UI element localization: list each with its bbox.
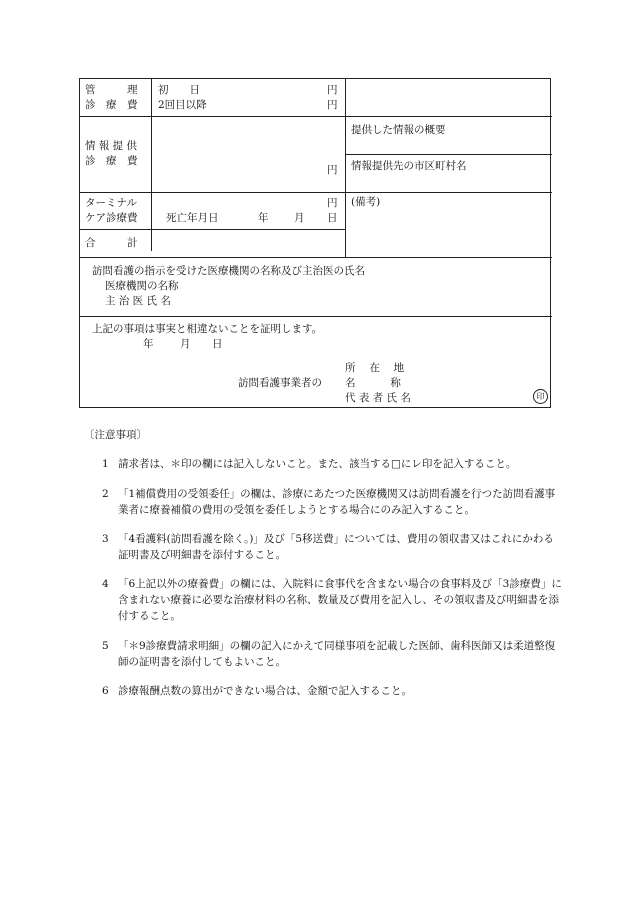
terminal-unit: 円: [327, 197, 338, 209]
note-number: 3: [102, 533, 109, 545]
kanri-unit-2: 円: [327, 99, 338, 111]
note-number: 5: [102, 640, 109, 652]
row-divider: [80, 257, 552, 258]
remarks-label: (備考): [351, 196, 381, 208]
row-divider: [80, 229, 345, 230]
note-number: 6: [102, 685, 109, 697]
cert-day: 日: [212, 338, 223, 350]
representative-name-label: 代 表 者 氏 名: [345, 392, 411, 404]
kanri-label-1: 管 理: [85, 84, 138, 96]
info-summary-label: 提供した情報の概要: [351, 124, 446, 136]
right-column-divider: [345, 79, 346, 257]
terminal-label-1: ターミナル: [85, 197, 137, 209]
terminal-label-2: ケア診療費: [85, 212, 138, 224]
certification-text: 上記の事項は事実と相違ないことを証明します。: [92, 323, 323, 335]
seal-mark: 印: [533, 389, 548, 404]
cert-year: 年: [143, 338, 154, 350]
kanri-unit-1: 円: [327, 84, 338, 96]
joho-label-2: 診 療 費: [85, 155, 138, 167]
note-text: 「1補償費用の受領委任」の欄は、診療にあたつた医療機関又は訪問看護を行つた訪問看護事業者に療養補償の費用の受領を委任しようとする場合にのみ記入すること。: [118, 488, 556, 516]
note-text: 「6上記以外の療養費」の欄には、入院料に食事代を含まない場合の食事料及び「3診療費」に含まれない療養に必要な治療材料の名称、数量及び費用を記入し、その領収書及び明細書を添付すること。: [118, 578, 562, 622]
provider-label: 訪問看護事業者の: [238, 377, 322, 389]
row-divider: [345, 154, 552, 155]
note-number: 2: [102, 488, 109, 500]
note-text: 診療報酬点数の算出ができない場合は、金額で記入すること。: [118, 685, 412, 697]
joho-unit: 円: [327, 164, 338, 176]
info-destination-label: 情報提供先の市区町村名: [351, 160, 467, 172]
note-text: 「4看護料(訪問看護を除く。)」及び「5移送費」については、費用の領収書又はこれにかわる証明書及び明細書を添付すること。: [118, 533, 554, 561]
row-divider: [80, 192, 552, 193]
billing-form-table: [79, 78, 551, 408]
notes-heading: 〔注意事項〕: [84, 429, 147, 441]
joho-label-1: 情 報 提 供: [85, 140, 138, 152]
total-label: 合 計: [85, 237, 138, 249]
note-text: 「＊9診療費請求明細」の欄の記入にかえて同様事項を記載した医師、歯科医師又は柔道整復師の証明書を添付してもよいこと。: [118, 640, 556, 668]
doctor-section-title: 訪問看護の指示を受けた医療機関の名称及び主治医の氏名: [92, 265, 365, 277]
note-text: 請求者は、＊印の欄には記入しないこと。また、該当する□にレ印を記入すること。: [118, 458, 517, 470]
provider-name-label: 名 称: [345, 377, 401, 389]
label-column-divider: [151, 79, 152, 251]
provider-address-label: 所 在 地: [345, 362, 405, 374]
kanri-first-day: 初 日: [158, 84, 200, 96]
row-divider: [80, 116, 552, 117]
death-date-label: 死亡年月日: [166, 212, 219, 224]
note-number: 1: [102, 458, 109, 470]
kanri-label-2: 診 療 費: [85, 99, 138, 111]
kanri-second-onward: 2回目以降: [158, 99, 207, 111]
attending-doctor-label: 主 治 医 氏 名: [105, 295, 171, 307]
cert-month: 月: [180, 338, 191, 350]
death-day: 日: [327, 212, 338, 224]
death-month: 月: [294, 212, 305, 224]
institution-name-label: 医療機関の名称: [105, 280, 179, 292]
death-year: 年: [258, 212, 269, 224]
note-number: 4: [102, 578, 109, 590]
row-divider: [80, 316, 552, 317]
